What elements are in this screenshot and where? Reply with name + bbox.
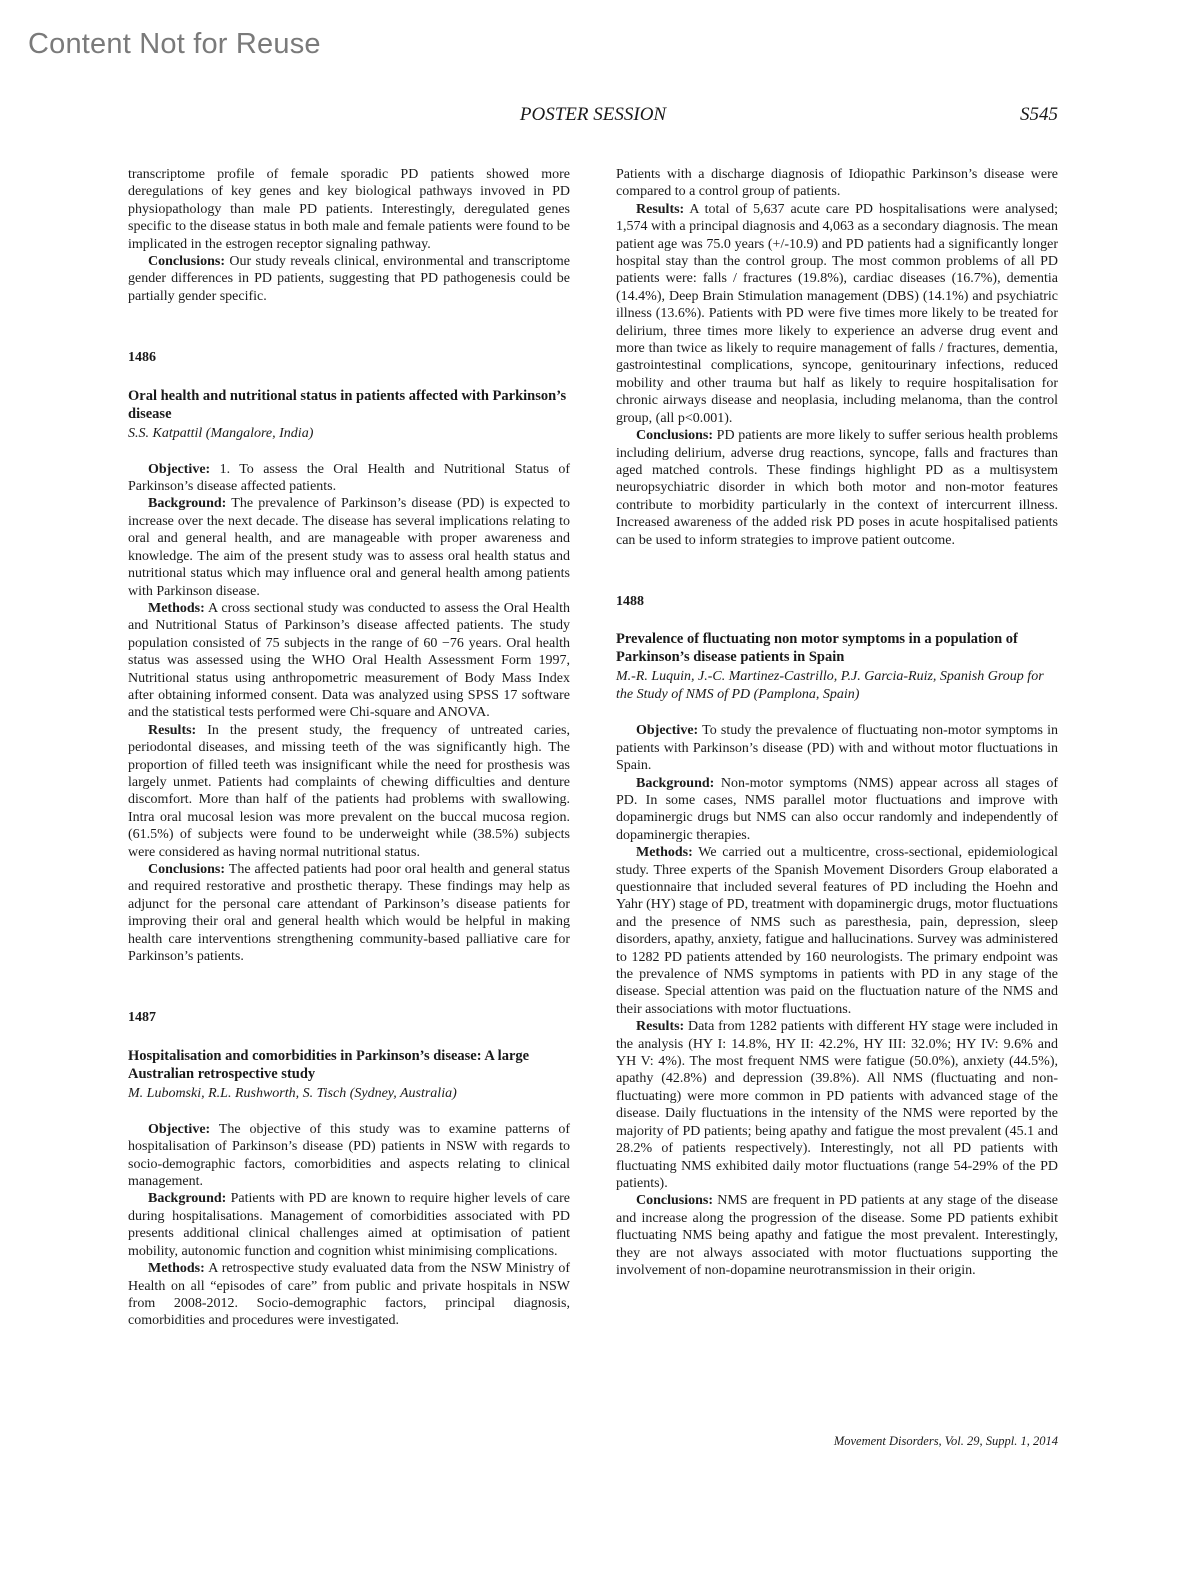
abstract-authors: M.-R. Luquin, J.-C. Martinez-Castrillo, P.J. Garcia-Ruiz, Spanish Group for the Study of NMS of PD (Pamplona, Spain) [616, 669, 1044, 703]
conclusions-paragraph: Conclusions: PD patients are more likely to suffer serious health problems including delirium, adverse drug reactions, syncope, falls and fractures than aged matched controls. These findings highlight PD as a multisystem neuropsychiatric disorder in which both motor and non-motor features contribute to morbidity particularly in the context of intercurrent illness. Increased awareness of the added risk PD poses in acute hospitalised patients can be used to inform strategies to improve patient outcome. [616, 428, 1058, 548]
methods-paragraph: Methods: A cross sectional study was conducted to assess the Oral Health and Nutritional Status of Parkinson’s disease affected patients. The study population consisted of 75 subjects in the range of 60 −76 years. Oral health status was assessed using the WHO Oral Health Assessment Form 1997, Nutritional status using anthropometric measurement of Body Mass Index after obtaining informed consent. Data was analyzed using SPSS 17 software and the statistical tests performed were Chi-square and ANOVA. [128, 600, 570, 721]
continued-paragraph: Patients with a discharge diagnosis of Idiopathic Parkinson’s disease were compared to a control group of patients. [616, 167, 1058, 200]
results-paragraph: Results: In the present study, the frequency of untreated caries, periodontal diseases, and missing teeth of the was significantly high. The proportion of filled teeth was insignificant while the need for prosthesis was largely unmet. Patients had complaints of chewing difficulties and denture discomfort. More than half of the patients had problems with swallowing. Intra oral mucosal lesion was more prevalent on the buccal mucosa region. (61.5%) of subjects were found to be underweight while (38.5%) subjects were considered as having normal nutritional status. [128, 722, 570, 860]
background-paragraph: Background: The prevalence of Parkinson’s disease (PD) is expected to increase over the next decade. The disease has several implications relating to oral and general health, and are manageable with proper awareness and knowledge. The aim of the present study was to assess oral health status and nutritional status which may influence oral and general health among patients with Parkinson disease. [128, 496, 570, 599]
abstract-number: 1488 [616, 593, 644, 609]
page-number: S545 [1020, 104, 1058, 125]
abstract-number: 1487 [128, 1010, 156, 1026]
background-paragraph: Background: Non-motor symptoms (NMS) appear across all stages of PD. In some cases, NMS parallel motor fluctuations and improve with dopaminergic drugs but NMS can also occur randomly and independently of dopaminergic therapies. [616, 775, 1058, 843]
objective-paragraph: Objective: The objective of this study was to examine patterns of hospitalisation of Parkinson’s disease (PD) patients in NSW with regards to socio-demographic factors, comorbidities and aspects relating to clinical management. [128, 1121, 570, 1190]
abstract-title: Oral health and nutritional status in patients affected with Parkinson’s disease [128, 387, 567, 422]
abstract-authors: M. Lubomski, R.L. Rushworth, S. Tisch (Sydney, Australia) [128, 1085, 457, 1101]
conclusions-paragraph: Conclusions: The affected patients had poor oral health and general status and required restorative and prosthetic therapy. These findings may help as adjunct for the personal care attendant of Parkinson’s disease patients for improving their oral and general health which would be helpful in making health care interventions strengthening community-based palliative care for Parkinson’s patients. [128, 862, 570, 965]
right-column [616, 166, 1058, 1279]
abstract-title: Prevalence of fluctuating non motor symptoms in a population of Parkinson’s disease patients in Spain [616, 631, 1018, 666]
journal-citation: Movement Disorders, Vol. 29, Suppl. 1, 2014 [833, 1434, 1058, 1448]
conclusions-paragraph: Conclusions: Our study reveals clinical, environmental and transcriptome gender differences in PD patients, suggesting that PD pathogenesis could be partially gender specific. [128, 254, 570, 304]
continued-paragraph: transcriptome profile of female sporadic PD patients showed more deregulations of key genes and key biological pathways invoved in PD physiopathology than male PD patients. Interestingly, deregulated genes specific to the disease status in both male and female patients were found to be implicated in the estrogen receptor signaling pathway. [128, 167, 570, 252]
left-column [128, 166, 570, 1330]
objective-paragraph: Objective: To study the prevalence of fluctuating non-motor symptoms in patients with Parkinson’s disease (PD) with and without motor fluctuations in Spain. [616, 723, 1058, 774]
abstract-authors: S.S. Katpattil (Mangalore, India) [128, 425, 314, 441]
watermark-text: Content Not for Reuse [28, 28, 321, 60]
objective-paragraph: Objective: 1. To assess the Oral Health and Nutritional Status of Parkinson’s disease affected patients. [128, 461, 570, 495]
conclusions-paragraph: Conclusions: NMS are frequent in PD patients at any stage of the disease and increase along the progression of the disease. Some PD patients exhibit fluctuating NMS being apathy and fatigue the most prevalent. Interestingly, they are not always associated with motor fluctuations supporting the involvement of non-dopamine neurotransmission in their origin. [616, 1193, 1058, 1278]
methods-paragraph: Methods: We carried out a multicentre, cross-sectional, epidemiological study. Three experts of the Spanish Movement Disorders Group elaborated a questionnaire that included several features of PD including the Hoehn and Yahr (HY) stage of PD, treatment with dopaminergic drugs, motor fluctuations and the presence of NMS such as paresthesia, pain, depression, sleep disorders, apathy, anxiety, fatigue and hallucinations. Survey was administered to 1282 PD patients attended by 160 neurologists. The primary endpoint was the prevalence of NMS symptoms in patients with PD in any stage of the disease. Special attention was paid on the fluctuation nature of the NMS and their associations with motor fluctuations. [616, 845, 1058, 1017]
results-paragraph: Results: A total of 5,637 acute care PD hospitalisations were analysed; 1,574 with a principal diagnosis and 4,063 as a secondary diagnosis. The mean patient age was 75.0 years (+/-10.9) and PD patients had a significantly longer hospital stay than the control group. The most common problems of all PD patients were: falls / fractures (19.8%), cardiac diseases (16.7%), dementia (14.4%), Deep Brain Stimulation management (DBS) (14.1%) and psychiatric illness (13.6%). Patients with PD were five times more likely to be treated for delirium, three times more likely to experience an adverse drug event and more than twice as likely to require management of falls / fractures, dementia, gastrointestinal complications, syncope, genitourinary infections, reduced mobility and other trauma but half as likely to require hospitalisation for chronic airways disease and neoplasia, including melanoma, than the control group, (all p<0.001). [616, 201, 1058, 426]
background-paragraph: Background: Patients with PD are known to require higher levels of care during hospitalisations. Management of comorbidities associated with PD presents additional clinical challenges aimed at optimisation of patient mobility, autonomic function and cognition whist minimising complications. [128, 1191, 570, 1259]
methods-paragraph: Methods: A retrospective study evaluated data from the NSW Ministry of Health on all “episodes of care” from public and private hospitals in NSW from 2008-2012. Socio-demographic factors, principal diagnosis, comorbidities and procedures were investigated. [128, 1261, 570, 1329]
results-paragraph: Results: Data from 1282 patients with different HY stage were included in the analysis (HY I: 14.8%, HY II: 42.2%, HY III: 32.0%; HY IV: 9.6% and YH V: 4%). The most frequent NMS were fatigue (50.0%), anxiety (44.5%), apathy (42.8%) and depression (39.8%). All NMS (fluctuating and non-fluctuating) were more common in PD patients with advanced stage of the disease. Daily fluctuations in the intensity of the NMS were reported by the majority of PD patients; being apathy and fatigue the most prevalent (45.1 and 28.2% of patients respectively). Interestingly, not all PD patients with fluctuating NMS exhibited daily motor fluctuations (range 54-29% of the PD patients). [616, 1019, 1058, 1191]
abstract-1488 [616, 593, 1058, 1279]
abstract-1486 [128, 349, 570, 965]
running-head [128, 104, 1058, 130]
abstract-title: Hospitalisation and comorbidities in Parkinson’s disease: A large Australian retrospective study [128, 1047, 530, 1082]
abstract-1487 [128, 1009, 570, 1329]
section-title: POSTER SESSION [519, 104, 667, 125]
abstract-number: 1486 [128, 350, 156, 366]
